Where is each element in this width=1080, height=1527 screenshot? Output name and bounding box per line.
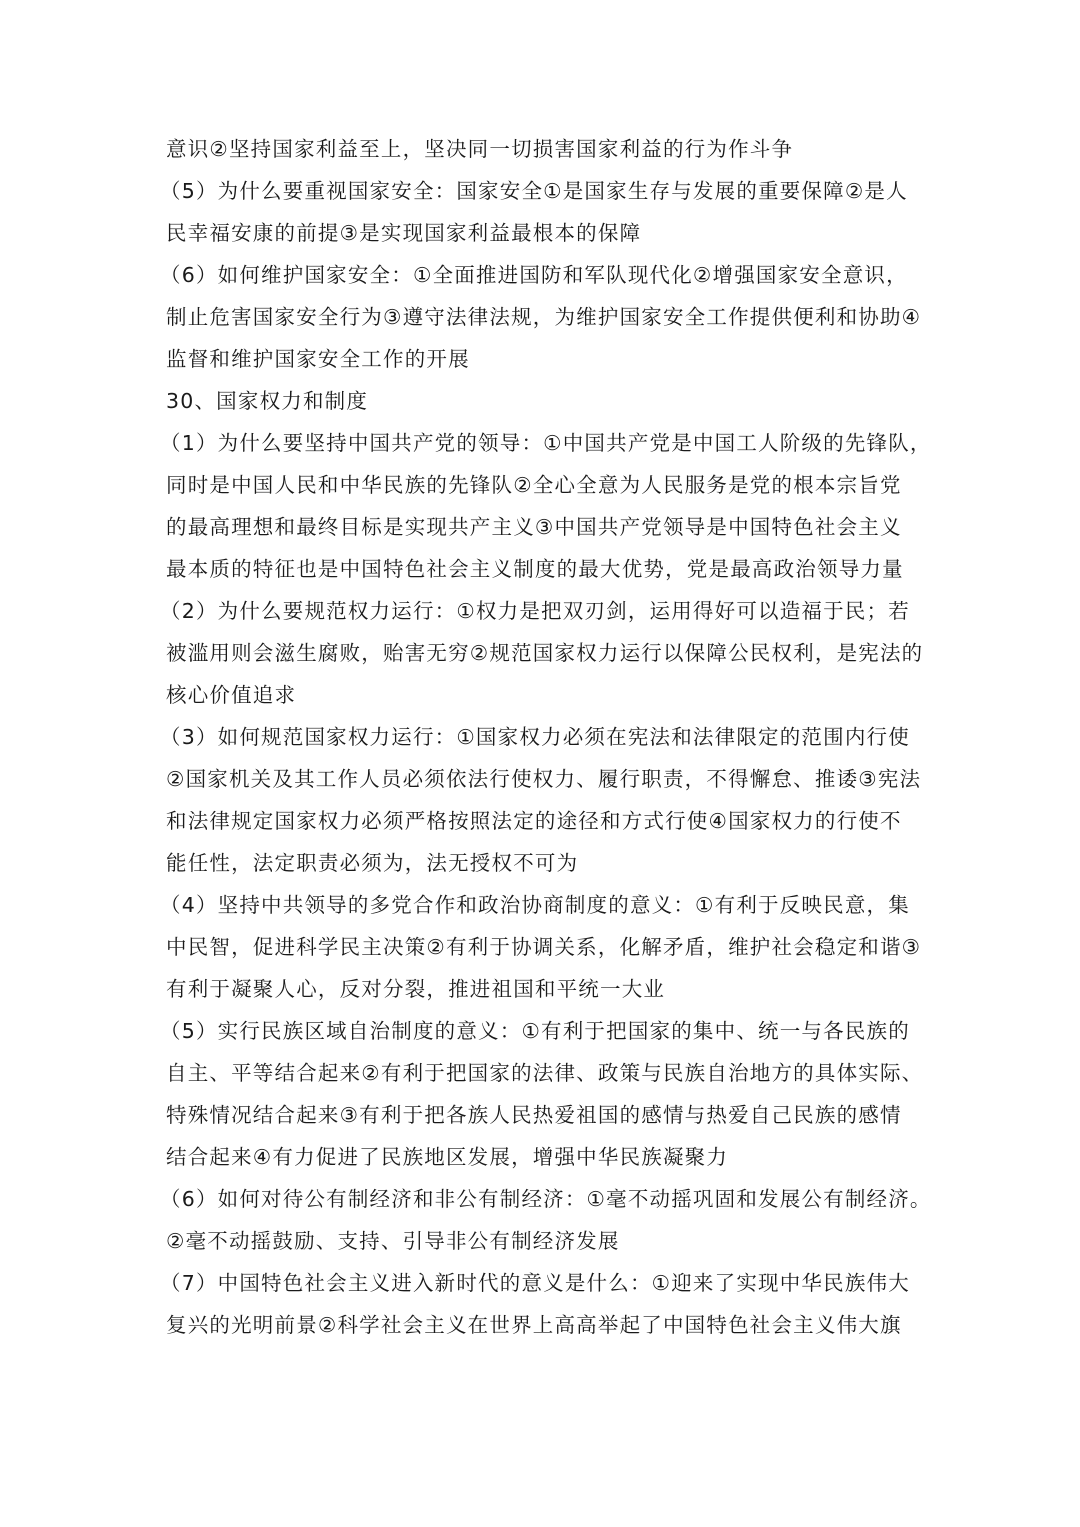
text-line: 特殊情况结合起来③有利于把各族人民热爱祖国的感情与热爱自己民族的感情 — [166, 1103, 902, 1127]
text-line: （6）如何维护国家安全：①全面推进国防和军队现代化②增强国家安全意识， — [160, 263, 908, 287]
text-line: 同时是中国人民和中华民族的先锋队②全心全意为人民服务是党的根本宗旨党 — [166, 473, 902, 497]
text-line: （5）为什么要重视国家安全：国家安全①是国家生存与发展的重要保障②是人 — [160, 179, 908, 203]
text-line: 复兴的光明前景②科学社会主义在世界上高高举起了中国特色社会主义伟大旗 — [166, 1313, 902, 1337]
text-line: （3）如何规范国家权力运行：①国家权力必须在宪法和法律限定的范围内行使 — [160, 725, 910, 749]
text-line: （5）实行民族区域自治制度的意义：①有利于把国家的集中、统一与各民族的 — [160, 1019, 910, 1043]
text-line: （4）坚持中共领导的多党合作和政治协商制度的意义：①有利于反映民意，集 — [160, 893, 910, 917]
text-line: （7）中国特色社会主义进入新时代的意义是什么：①迎来了实现中华民族伟大 — [160, 1271, 910, 1295]
text-line: 民幸福安康的前提③是实现国家利益最根本的保障 — [166, 221, 642, 245]
text-line: 有利于凝聚人心，反对分裂，推进祖国和平统一大业 — [166, 977, 666, 1001]
text-line: 核心价值追求 — [166, 683, 297, 707]
text-line: （1）为什么要坚持中国共产党的领导：①中国共产党是中国工人阶级的先锋队， — [160, 431, 932, 455]
text-line: 能任性，法定职责必须为，法无授权不可为 — [166, 851, 579, 875]
text-line: ②毫不动摇鼓励、支持、引导非公有制经济发展 — [166, 1229, 620, 1253]
text-line: 和法律规定国家权力必须严格按照法定的途径和方式行使④国家权力的行使不 — [166, 809, 902, 833]
section-heading: 30、国家权力和制度 — [166, 389, 369, 413]
document-body — [160, 128, 932, 1346]
text-line: （2）为什么要规范权力运行：①权力是把双刃剑，运用得好可以造福于民；若 — [160, 599, 910, 623]
text-line: 结合起来④有力促进了民族地区发展，增强中华民族凝聚力 — [166, 1145, 729, 1169]
text-line: 监督和维护国家安全工作的开展 — [166, 347, 470, 371]
text-line: （6）如何对待公有制经济和非公有制经济：①毫不动摇巩固和发展公有制经济。 — [160, 1187, 932, 1211]
text-line: 意识②坚持国家利益至上，坚决同一切损害国家利益的行为作斗争 — [166, 137, 794, 161]
text-line: 中民智，促进科学民主决策②有利于协调关系，化解矛盾，维护社会稳定和谐③ — [166, 935, 922, 959]
text-line: ②国家机关及其工作人员必须依法行使权力、履行职责，不得懈怠、推诿③宪法 — [166, 767, 922, 791]
text-line: 被滥用则会滋生腐败，贻害无穷②规范国家权力运行以保障公民权利，是宪法的 — [166, 641, 924, 665]
text-line: 制止危害国家安全行为③遵守法律法规，为维护国家安全工作提供便利和协助④ — [166, 305, 922, 329]
text-line: 的最高理想和最终目标是实现共产主义③中国共产党领导是中国特色社会主义 — [166, 515, 902, 539]
text-line: 最本质的特征也是中国特色社会主义制度的最大优势，党是最高政治领导力量 — [166, 557, 904, 581]
text-line: 自主、平等结合起来②有利于把国家的法律、政策与民族自治地方的具体实际、 — [166, 1061, 924, 1085]
